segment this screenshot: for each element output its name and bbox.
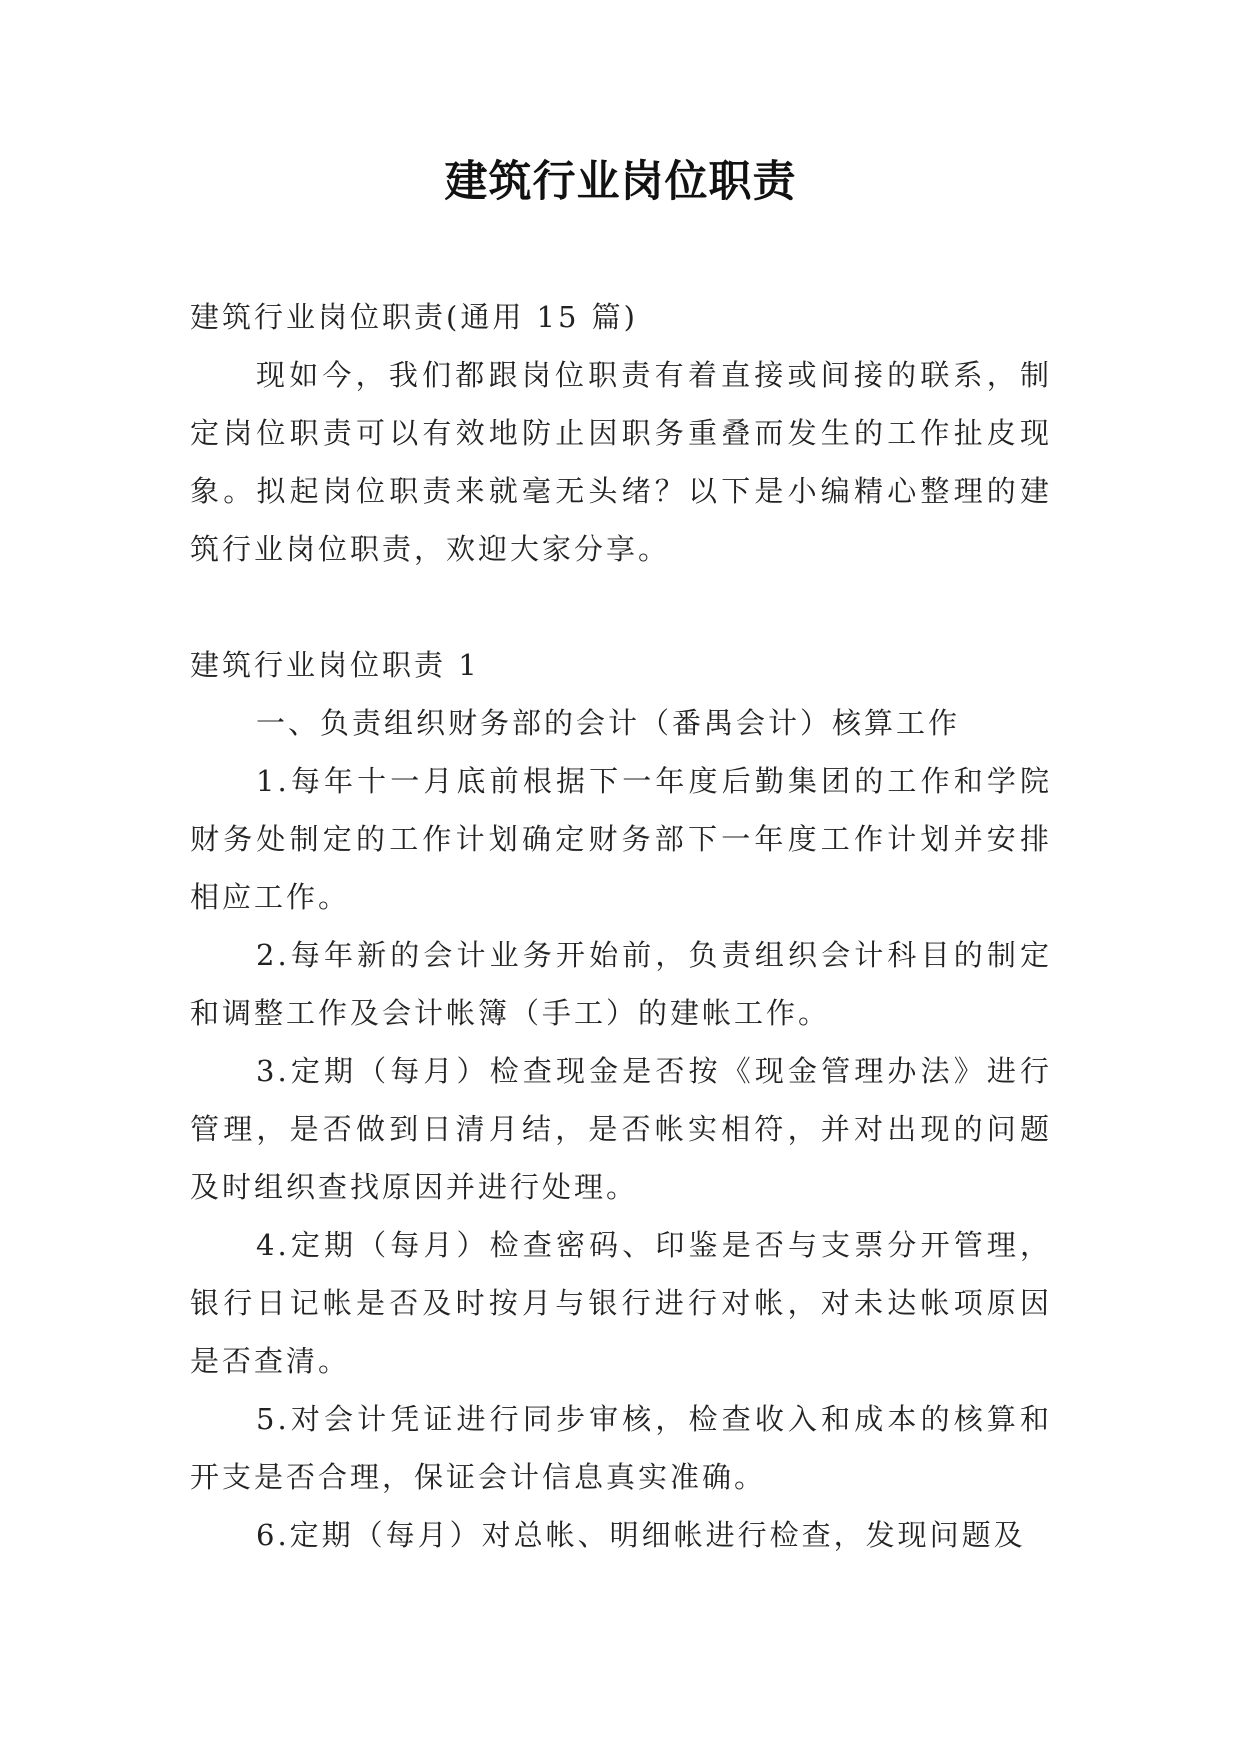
duty-item: 6.定期（每月）对总帐、明细帐进行检查，发现问题及 (256, 1518, 1026, 1552)
document-subtitle: 建筑行业岗位职责(通用 15 篇) (190, 300, 638, 334)
duty-item: 5.对会计凭证进行同步审核，检查收入和成本的核算和开支是否合理，保证会计信息真实准确。 (190, 1402, 1052, 1494)
duty-list (190, 694, 1052, 1564)
duty-item: 4.定期（每月）检查密码、印鉴是否与支票分开管理，银行日记帐是否及时按月与银行进行对帐，对未达帐项原因是否查清。 (190, 1228, 1052, 1378)
duty-item: 3.定期（每月）检查现金是否按《现金管理办法》进行管理，是否做到日清月结，是否帐实相符，并对出现的问题及时组织查找原因并进行处理。 (190, 1054, 1052, 1204)
intro-paragraph: 现如今，我们都跟岗位职责有着直接或间接的联系，制定岗位职责可以有效地防止因职务重叠而发生的工作扯皮现象。拟起岗位职责来就毫无头绪？以下是小编精心整理的建筑行业岗位职责，欢迎大家分享。 (190, 358, 1052, 566)
section-heading: 建筑行业岗位职责 1 (190, 648, 480, 682)
duty-item: 2.每年新的会计业务开始前，负责组织会计科目的制定和调整工作及会计帐簿（手工）的建帐工作。 (190, 938, 1052, 1030)
document-title: 建筑行业岗位职责 (444, 157, 797, 207)
duty-item-heading: 一、负责组织财务部的会计（番禺会计）核算工作 (256, 706, 961, 740)
duty-item: 1.每年十一月底前根据下一年度后勤集团的工作和学院财务处制定的工作计划确定财务部下一年度工作计划并安排相应工作。 (190, 764, 1052, 914)
